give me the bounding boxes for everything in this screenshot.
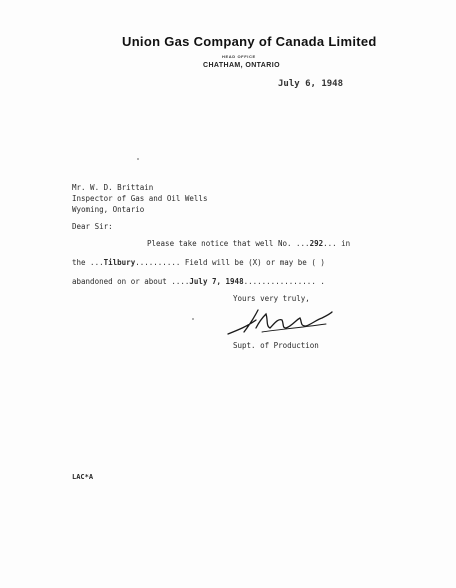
scan-speck: [192, 318, 194, 320]
company-name: Union Gas Company of Canada Limited: [122, 34, 377, 49]
abandon-date: July 7, 1948: [189, 277, 244, 286]
body-line-2-prefix: the ...: [72, 258, 104, 267]
handwritten-signature: [226, 306, 334, 338]
scan-speck: [137, 158, 139, 160]
body-line-1-suffix: ... in: [323, 239, 351, 248]
recipient-location: Wyoming, Ontario: [72, 205, 145, 214]
body-line-3-prefix: abandoned on or about ....: [72, 277, 190, 286]
body-line-3: [72, 277, 325, 286]
reference-initials: LAC*A: [72, 473, 94, 481]
recipient-title: Inspector of Gas and Oil Wells: [72, 194, 208, 203]
body-line-1-prefix: Please take notice that well No. ...: [147, 239, 310, 248]
recipient-name: Mr. W. D. Brittain: [72, 183, 154, 192]
salutation: Dear Sir:: [72, 222, 113, 231]
field-name: Tilbury: [103, 258, 136, 267]
closing: Yours very truly,: [233, 294, 310, 303]
letter-date: July 6, 1948: [278, 79, 344, 89]
company-city: CHATHAM, ONTARIO: [203, 62, 280, 69]
head-office-label: HEAD OFFICE: [222, 54, 256, 59]
body-line-2-suffix: .......... Field will be (X) or may be ( ): [135, 258, 325, 267]
body-line-1: [147, 239, 350, 248]
body-line-3-suffix: ................ .: [243, 277, 325, 286]
body-line-2: [72, 258, 325, 267]
signature-title: Supt. of Production: [233, 341, 319, 350]
well-number: 292: [309, 239, 324, 248]
